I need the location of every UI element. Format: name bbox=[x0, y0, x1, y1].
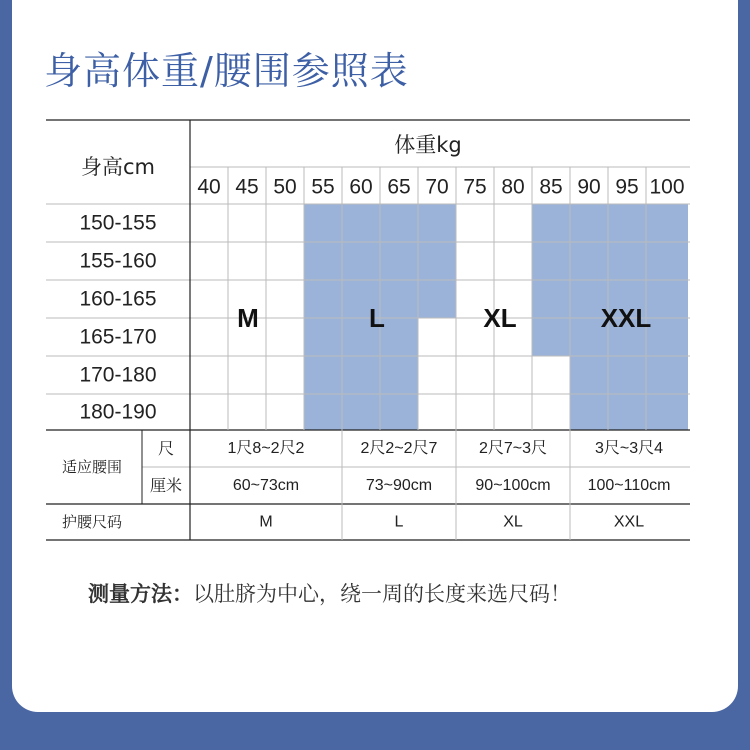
page-title: 身高体重/腰围参照表 bbox=[44, 49, 409, 93]
height-value: 150-155 bbox=[79, 211, 157, 235]
measure-note-prefix: 测量方法： bbox=[88, 582, 193, 606]
size-highlight-cell bbox=[646, 280, 688, 318]
measure-note-text: 以肚脐为中心，绕一周的长度来选尺码！ bbox=[193, 582, 571, 606]
size-highlight-cell bbox=[304, 318, 342, 356]
size-highlight-cell bbox=[304, 280, 342, 318]
waist-value: 60~73cm bbox=[232, 477, 300, 494]
height-header: 身高cm bbox=[80, 155, 156, 179]
waist-value: 1尺8~2尺2 bbox=[227, 440, 305, 457]
size-highlight-cell bbox=[646, 204, 688, 242]
weight-value: 70 bbox=[425, 175, 449, 199]
size-highlight-cell bbox=[304, 204, 342, 242]
height-value: 160-165 bbox=[79, 287, 157, 311]
size-highlight-cell bbox=[380, 356, 418, 394]
belt-size-label: 护腰尺码 bbox=[61, 513, 123, 531]
measure-note bbox=[88, 578, 571, 608]
size-highlight-cell bbox=[570, 204, 608, 242]
size-highlight-cell bbox=[646, 242, 688, 280]
size-highlight-cell bbox=[646, 318, 688, 356]
size-highlight-cell bbox=[532, 318, 570, 356]
size-highlight-cell bbox=[608, 394, 646, 430]
size-label: M bbox=[237, 303, 259, 333]
height-value: 155-160 bbox=[79, 249, 157, 273]
size-highlight-cell bbox=[532, 242, 570, 280]
size-highlight-cell bbox=[380, 394, 418, 430]
size-highlight-cell bbox=[532, 204, 570, 242]
weight-header: 体重kg bbox=[394, 133, 462, 157]
size-highlight-cell bbox=[304, 356, 342, 394]
size-highlight-cell bbox=[570, 394, 608, 430]
waist-value: 2尺7~3尺 bbox=[478, 440, 548, 457]
size-highlight-cell bbox=[418, 280, 456, 318]
belt-size-value: XL bbox=[503, 513, 523, 531]
size-highlight-cell bbox=[418, 204, 456, 242]
weight-value: 85 bbox=[539, 175, 563, 199]
waist-value: 2尺2~2尺7 bbox=[360, 440, 438, 457]
size-highlight-cell bbox=[532, 280, 570, 318]
size-highlight-cell bbox=[646, 356, 688, 394]
waist-group-label: 适应腰围 bbox=[61, 458, 123, 476]
size-highlight-cell bbox=[418, 242, 456, 280]
size-highlight-cell bbox=[342, 394, 380, 430]
size-highlight-cell bbox=[608, 356, 646, 394]
weight-value: 80 bbox=[501, 175, 525, 199]
weight-value: 100 bbox=[649, 175, 685, 199]
size-highlight-cell bbox=[342, 204, 380, 242]
size-highlight-cell bbox=[380, 242, 418, 280]
size-highlight-cell bbox=[342, 242, 380, 280]
size-highlight-cell bbox=[570, 242, 608, 280]
weight-value: 50 bbox=[273, 175, 297, 199]
size-highlight-cell bbox=[570, 356, 608, 394]
belt-size-value: L bbox=[394, 513, 404, 531]
height-value: 180-190 bbox=[79, 400, 157, 424]
size-highlight-cell bbox=[380, 204, 418, 242]
size-label: XL bbox=[483, 303, 517, 333]
size-label: L bbox=[369, 303, 385, 333]
waist-value: 100~110cm bbox=[587, 477, 671, 494]
waist-value: 73~90cm bbox=[365, 477, 433, 494]
size-highlight-cell bbox=[646, 394, 688, 430]
belt-size-value: M bbox=[259, 513, 273, 531]
weight-value: 55 bbox=[311, 175, 335, 199]
belt-size-value: XXL bbox=[613, 513, 645, 531]
size-highlight-cell bbox=[342, 356, 380, 394]
waist-value: 90~100cm bbox=[475, 477, 551, 494]
weight-value: 75 bbox=[463, 175, 487, 199]
size-highlight-cell bbox=[380, 318, 418, 356]
size-highlight-cell bbox=[304, 394, 342, 430]
size-highlight-cell bbox=[608, 242, 646, 280]
size-highlight-cell bbox=[608, 204, 646, 242]
waist-value: 3尺~3尺4 bbox=[594, 440, 664, 457]
size-label: XXL bbox=[600, 303, 652, 333]
weight-value: 95 bbox=[615, 175, 639, 199]
weight-value: 90 bbox=[577, 175, 601, 199]
waist-unit-label: 尺 bbox=[157, 439, 175, 458]
weight-value: 45 bbox=[235, 175, 259, 199]
waist-unit-label: 厘米 bbox=[149, 476, 183, 495]
height-value: 165-170 bbox=[79, 325, 157, 349]
size-highlight-cell bbox=[304, 242, 342, 280]
size-highlight-cell bbox=[380, 280, 418, 318]
weight-value: 65 bbox=[387, 175, 411, 199]
weight-value: 60 bbox=[349, 175, 373, 199]
weight-value: 40 bbox=[197, 175, 221, 199]
height-value: 170-180 bbox=[79, 363, 157, 387]
